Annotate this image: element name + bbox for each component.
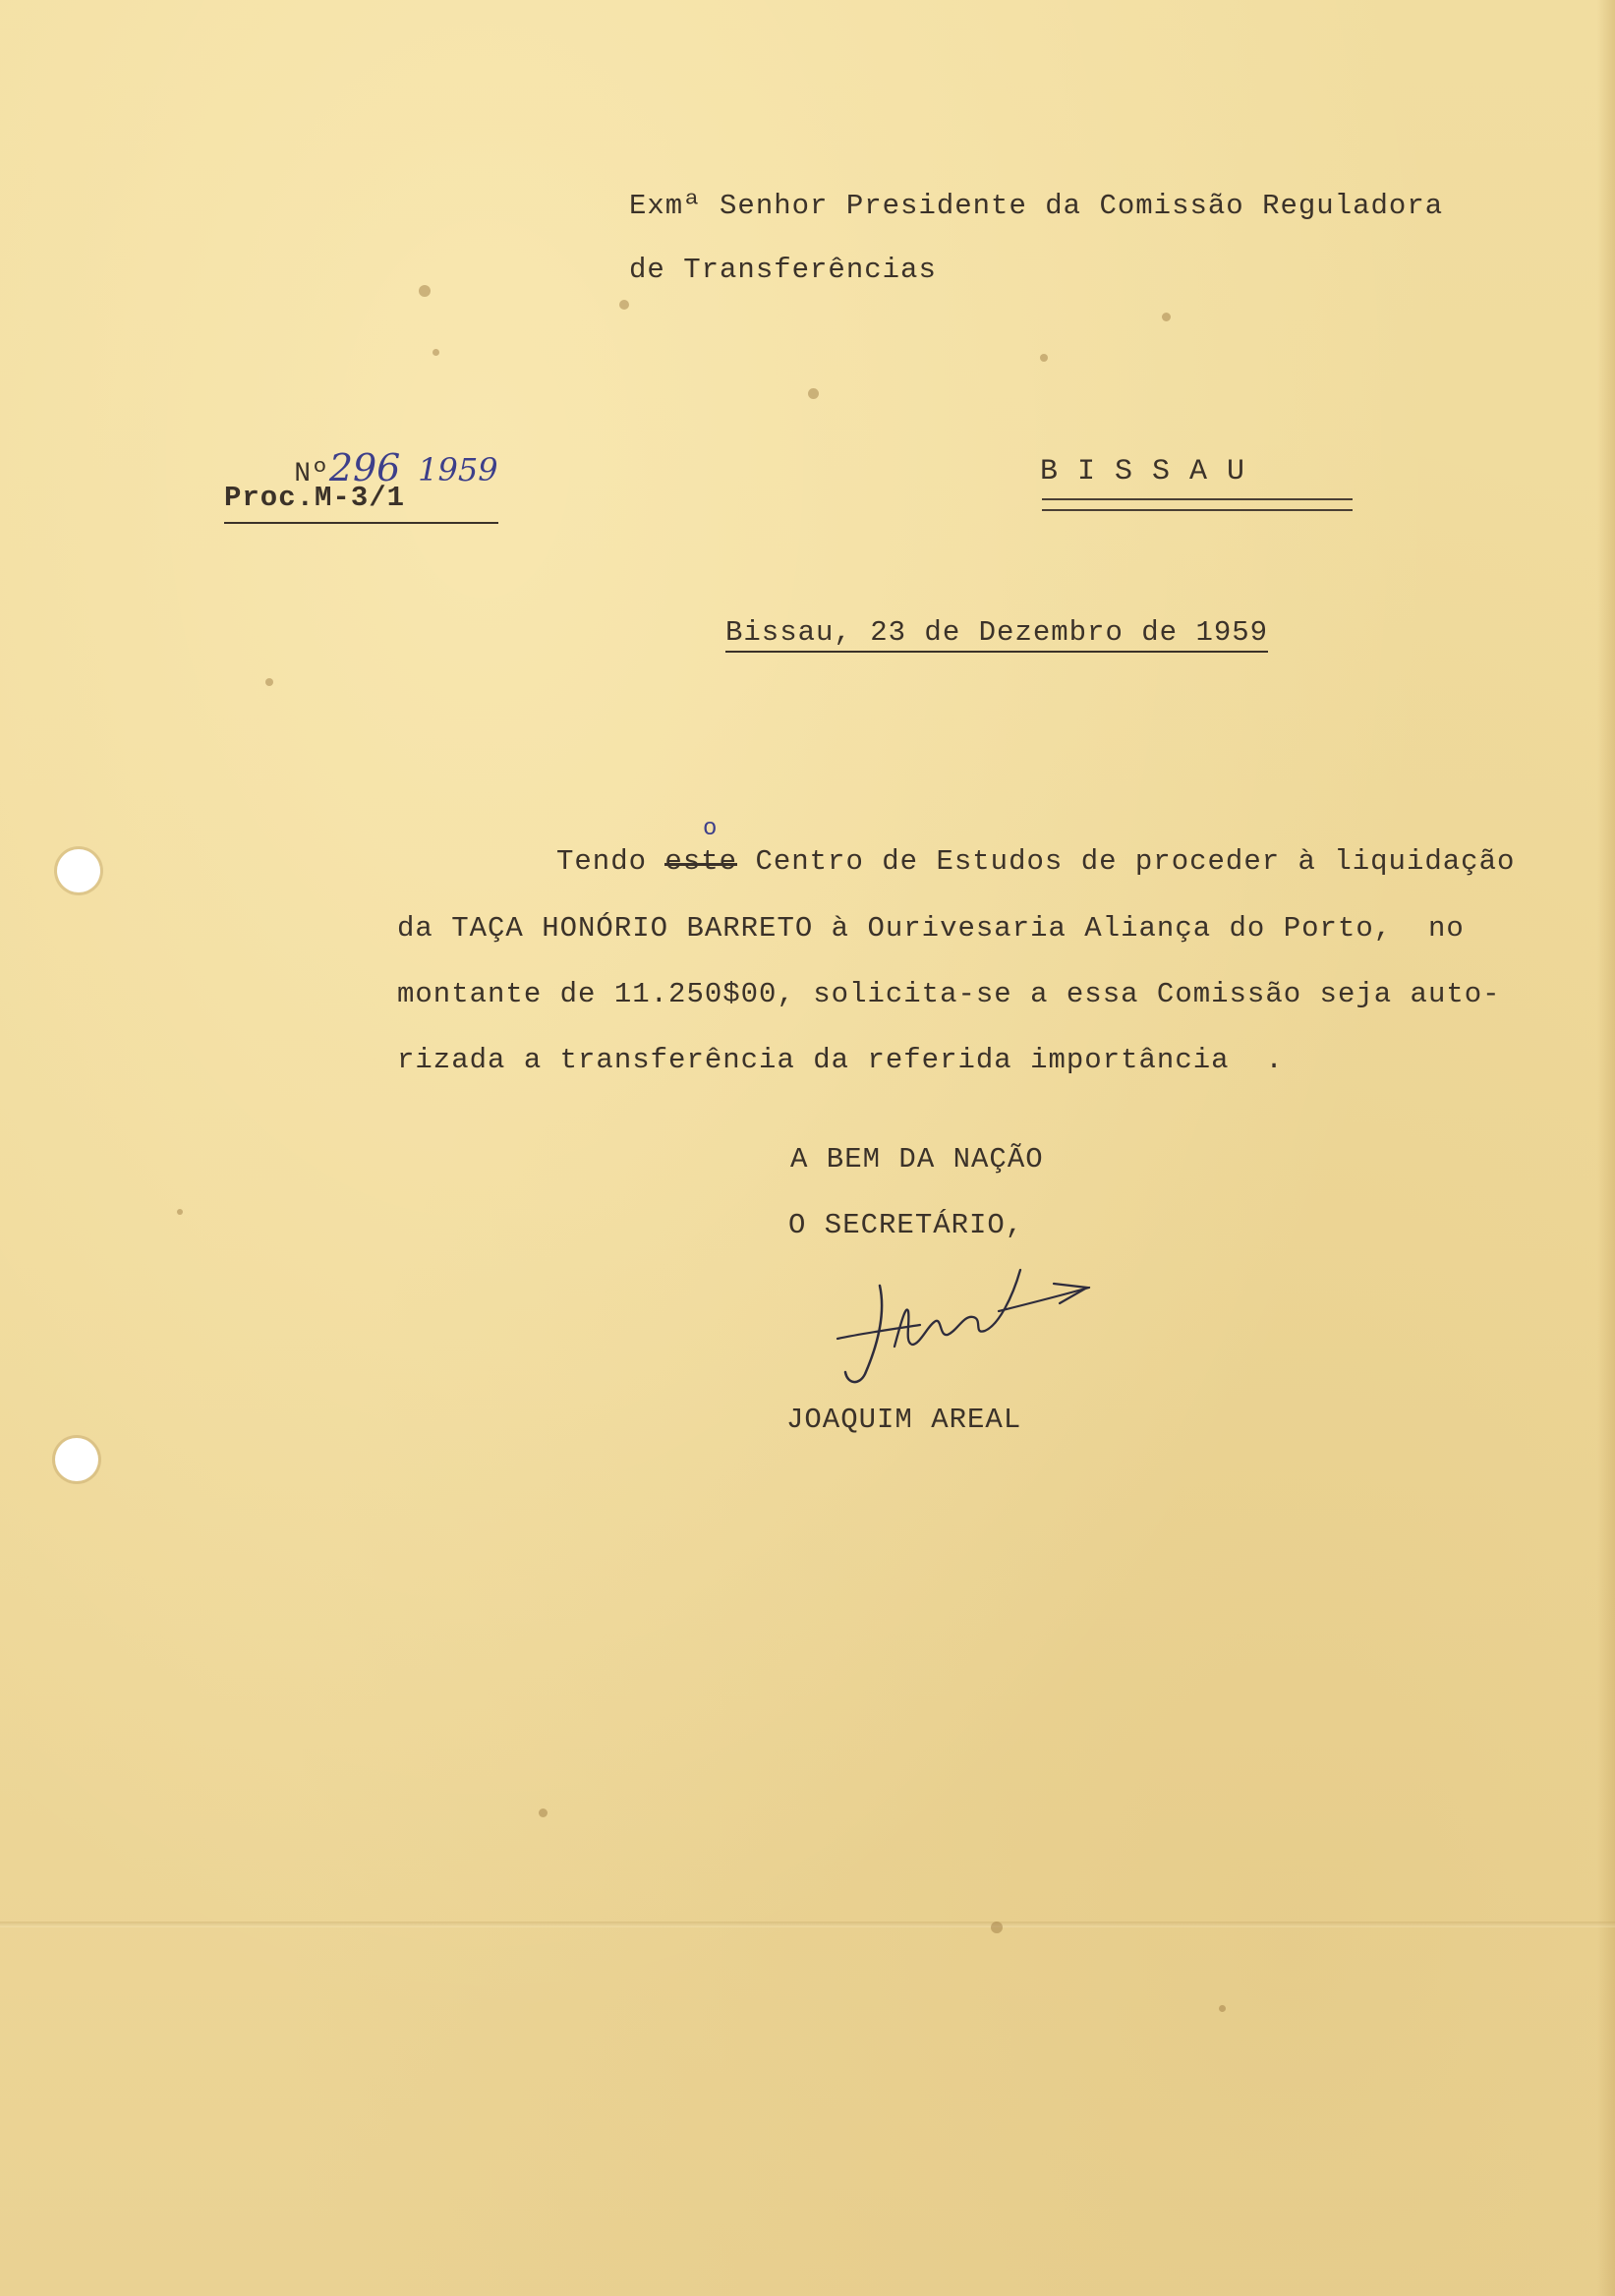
paper-edge-shadow [1597,0,1615,2296]
foxing-spot [539,1808,548,1817]
date-line: Bissau, 23 de Dezembro de 1959 [725,616,1268,653]
paper-fold-line [0,1922,1615,1927]
foxing-spot [991,1922,1003,1933]
foxing-spot [177,1209,183,1215]
closing-salutation: A BEM DA NAÇÃO [790,1143,1044,1176]
body-line-3: montante de 11.250$00, solicita-se a essa Comissão seja auto- [397,978,1501,1010]
addressee-line-2: de Transferências [629,254,937,286]
foxing-spot [808,388,819,399]
body-line-2: da TAÇA HONÓRIO BARRETO à Ourivesaria Aliança do Porto, no [397,912,1465,945]
foxing-spot [1040,354,1048,362]
foxing-spot [1219,2005,1226,2012]
reference-number-handwritten: 296 [328,446,401,489]
reference-prefix: Nº [294,459,329,489]
foxing-spot [433,349,439,356]
foxing-spot [265,678,273,686]
handwritten-correction: o [703,816,719,842]
process-reference: Proc.M-3/1 [224,482,406,514]
struck-word: este [664,845,738,878]
reference-year-handwritten: 1959 [418,451,498,488]
body-line-1 [556,845,1515,878]
handwritten-signature [826,1248,1101,1396]
signatory-name: JOAQUIM AREAL [786,1404,1022,1436]
city-heading: B I S S A U [1040,455,1246,488]
body-line-4: rizada a transferência da referida importância . [397,1044,1284,1076]
city-heading-double-underline [1042,498,1353,511]
closing-title: O SECRETÁRIO, [788,1209,1024,1241]
punch-hole-top [57,849,100,892]
body-word: Tendo [556,845,665,878]
foxing-spot [619,300,629,310]
body-line-1-text: Centro de Estudos de proceder à liquidação [737,845,1516,878]
foxing-spot [419,285,431,297]
foxing-spot [1162,313,1171,321]
addressee-line-1: Exmª Senhor Presidente da Comissão Reguladora [629,190,1444,222]
punch-hole-bottom [55,1438,98,1481]
